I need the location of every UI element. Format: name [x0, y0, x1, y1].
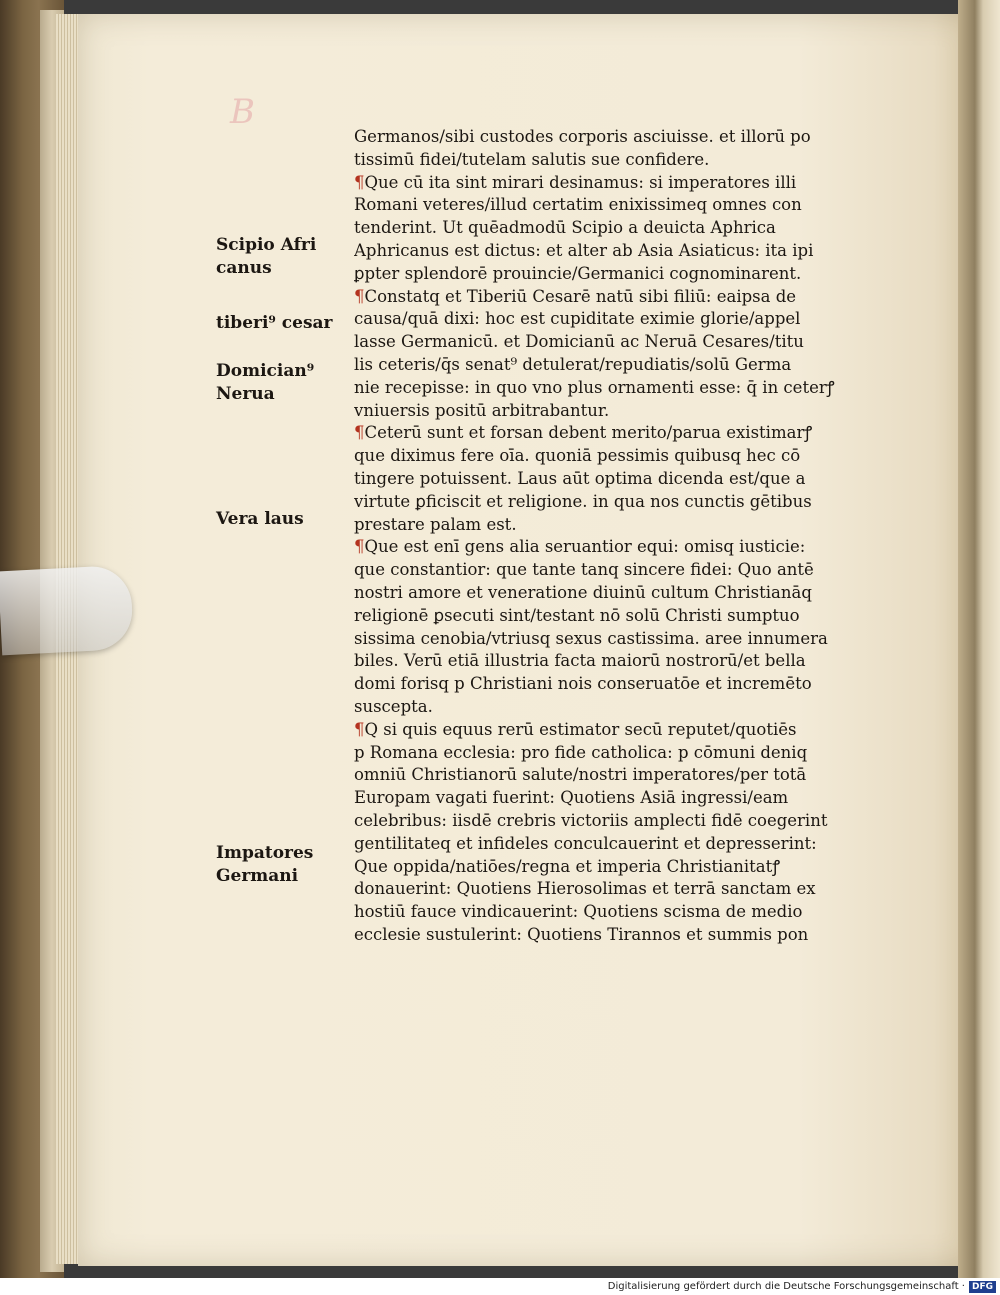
margin-note-text: tiberi⁹ cesar	[216, 313, 333, 333]
margin-note-tiberius	[216, 312, 348, 335]
text-line: ¶Que cū ita sint mirari desinamus: si imperatores illi	[354, 172, 797, 192]
text-line: p Romana ecclesia: pro fide catholica: p cōmuni deniq	[354, 742, 808, 762]
text-line: Europam vagati fuerint: Quotiens Asiā ingressi/eam	[354, 788, 789, 808]
text-line: Germanos/sibi custodes corporis asciuisse. et illorū po	[354, 127, 811, 146]
footer-text: Digitalisierung gefördert durch die Deutsche Forschungsgemeinschaft ·	[607, 1281, 965, 1292]
text-line: religionē ꝑsecuti sint/testant nō solū Christi sumptuo	[354, 605, 800, 625]
footer-credit	[0, 1278, 1000, 1295]
text-line: ¶Constatq et Tiberiū Cesarē natū sibi filiū: eaipsa de	[354, 286, 797, 306]
text-line: ecclesie sustulerint: Quotiens Tirannos et summis pon	[354, 924, 809, 944]
text-line: Aphricanus est dictus: et alter ab Asia Asiaticus: ita ipi	[354, 240, 814, 260]
paragraph-mark-icon: ¶	[354, 172, 365, 192]
text-line: lis ceteris/q̄s senat⁹ detulerat/repudiatis/solū Germa	[354, 354, 792, 374]
margin-note-text: Impatores Germani	[216, 843, 314, 886]
margin-note-vera-laus	[216, 508, 348, 531]
text-line: donauerint: Quotiens Hierosolimas et terrā sanctam ex	[354, 879, 816, 899]
paragraph-mark-icon: ¶	[354, 286, 365, 306]
text-line: ¶Que est enī gens alia seruantior equi: omisq iusticie:	[354, 537, 806, 557]
text-line: causa/quā dixi: hoc est cupiditate eximie glorie/appel	[354, 309, 801, 329]
text-line: nie recepisse: in quo vno plus ornamenti esse: q̄ in ceterꝭ	[354, 377, 835, 397]
text-line: que constantior: que tante tanq sincere fidei: Quo antē	[354, 560, 814, 580]
library-stamp: B	[230, 92, 255, 132]
text-line: nostri amore et veneratione diuinū cultum Christianāq	[354, 582, 812, 602]
text-line: omniū Christianorū salute/nostri imperatores/per totā	[354, 765, 807, 785]
margin-note-text: Scipio Afri canus	[216, 235, 317, 278]
text-line: tissimū fidei/tutelam salutis sue confidere.	[354, 149, 710, 169]
text-line: que diximus fere oīa. quoniā pessimis quibusq hec cō	[354, 446, 801, 466]
paragraph-mark-icon: ¶	[354, 719, 365, 739]
dfg-logo-icon: DFG	[969, 1281, 996, 1293]
text-line: lasse Germanicū. et Domicianū ac Neruā Cesares/titu	[354, 332, 804, 352]
glass-ruler	[0, 565, 134, 656]
book-gutter	[958, 0, 1000, 1278]
text-line: Que oppida/natiōes/regna et imperia Christianitatꝭ	[354, 856, 781, 876]
paragraph-mark-icon: ¶	[354, 423, 365, 443]
margin-note-imperatores	[216, 842, 348, 888]
text-line: sissima cenobia/vtriusq sexus castissima. aree innumera	[354, 628, 828, 648]
text-line: ¶Ceterū sunt et forsan debent merito/parua existimarꝭ	[354, 423, 813, 443]
text-line: domi forisq p Christiani nois conseruatōe et incremēto	[354, 674, 812, 694]
margin-note-domician	[216, 360, 348, 406]
text-line: biles. Verū etiā illustria facta maiorū nostrorū/et bella	[354, 651, 806, 671]
text-line: tenderint. Ut quēadmodū Scipio a deuicta Aphrica	[354, 218, 776, 238]
body-text	[354, 126, 904, 947]
text-line: vniuersis positū arbitrabantur.	[354, 400, 610, 420]
margin-note-text: Domician⁹ Nerua	[216, 361, 315, 404]
text-line: Romani veteres/illud certatim enixissimeq omnes con	[354, 195, 802, 215]
text-line: gentilitateq et infideles conculcauerint et depresserint:	[354, 833, 817, 853]
text-line: ꝑpter splendorē prouincie/Germanici cognominarent.	[354, 263, 802, 283]
paragraph-mark-icon: ¶	[354, 537, 365, 557]
text-line: prestare palam est.	[354, 514, 517, 534]
margin-note-scipio	[216, 234, 348, 280]
text-line: ¶Q si quis equus rerū estimator secū reputet/quotiēs	[354, 719, 797, 739]
margin-note-text: Vera laus	[216, 509, 304, 529]
text-line: celebribus: iisdē crebris victoriis amplecti fidē coegerint	[354, 810, 828, 830]
text-line: virtute ꝑficiscit et religione. in qua nos cunctis gētibus	[354, 491, 812, 511]
text-line: suscepta.	[354, 696, 433, 716]
text-line: hostiū fauce vindicauerint: Quotiens scisma de medio	[354, 902, 803, 922]
text-line: tingere potuissent. Laus aūt optima dicenda est/que a	[354, 468, 806, 488]
